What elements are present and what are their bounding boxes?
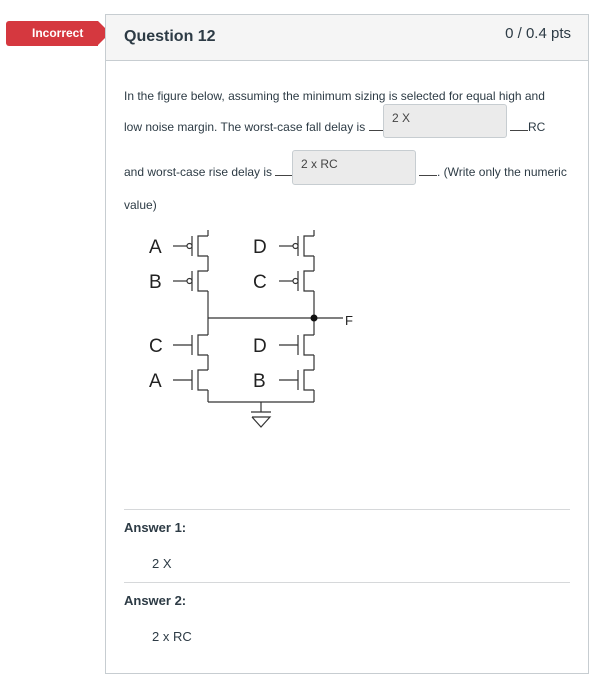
nmos-d-label: D (253, 336, 267, 357)
question-text-line-4: value) (124, 198, 157, 212)
nmos-c-channel (198, 335, 208, 355)
question-text-line-1: In the figure below, assuming the minimum sizing is selected for equal high and (124, 89, 545, 103)
pmos-b-channel (198, 271, 208, 291)
pmos-a-label: A (149, 237, 162, 258)
nmos-a-channel (198, 370, 208, 390)
pmos-c-label: C (253, 272, 267, 293)
question-points: 0 / 0.4 pts (505, 25, 571, 42)
answer-1-value: 2 X (152, 556, 172, 571)
question-text-fall: low noise margin. The worst-case fall delay is (124, 120, 366, 134)
pmos-a-channel (198, 236, 208, 256)
answer-2-input[interactable]: 2 x RC (292, 150, 416, 185)
ground-icon (252, 417, 270, 427)
output-label: F (345, 313, 353, 328)
question-text-rc: RC (528, 120, 546, 134)
nmos-a-label: A (149, 371, 162, 392)
output-node-dot (311, 315, 318, 322)
nmos-b-channel (304, 370, 314, 390)
cmos-circuit-figure (106, 15, 590, 675)
question-title: Question 12 (124, 28, 216, 45)
answer-2-value: 2 x RC (152, 629, 192, 644)
answer-1-label: Answer 1: (124, 520, 187, 535)
question-text-numeric: . (Write only the numeric (437, 165, 567, 179)
answer-1-input[interactable]: 2 X (383, 104, 507, 138)
nmos-c-label: C (149, 336, 163, 357)
nmos-b-label: B (253, 371, 266, 392)
answer-2-label: Answer 2: (124, 593, 187, 608)
pmos-d-channel (304, 236, 314, 256)
question-text-rise: and worst-case rise delay is (124, 165, 273, 179)
nmos-d-channel (304, 335, 314, 355)
pmos-c-channel (304, 271, 314, 291)
incorrect-badge: Incorrect (6, 21, 98, 46)
answer-divider (124, 582, 570, 583)
pmos-b-label: B (149, 272, 162, 293)
pmos-d-label: D (253, 237, 267, 258)
question-card (105, 14, 589, 674)
answer-divider (124, 509, 570, 510)
